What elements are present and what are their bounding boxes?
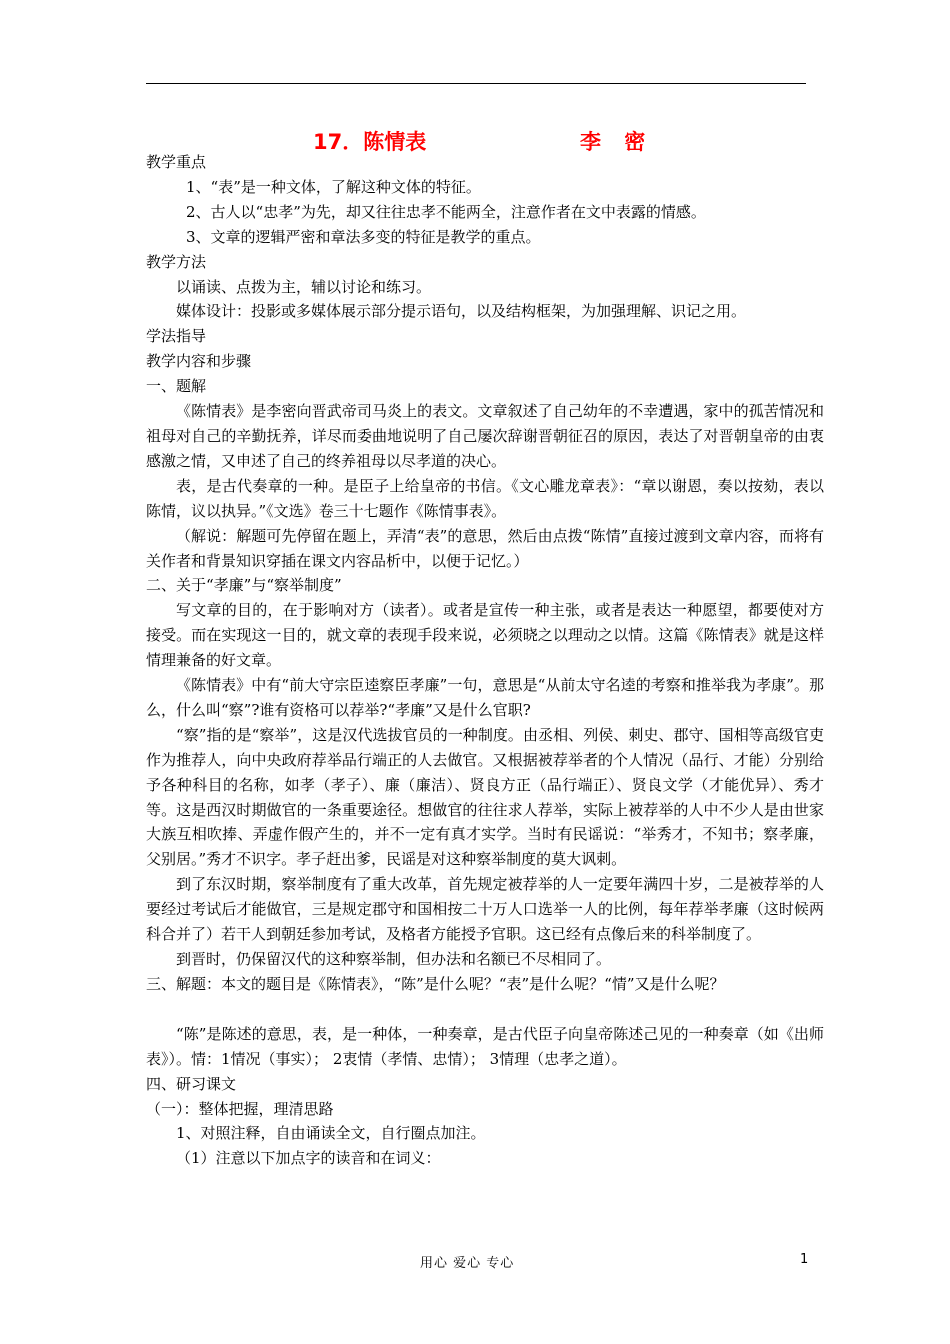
- paragraph: （1）注意以下加点字的读音和在词义：: [176, 1149, 441, 1168]
- section-heading: 教学方法: [146, 252, 207, 271]
- title-text: 17．陈情表: [313, 130, 427, 154]
- section-heading: 二、关于“孝廉”与“察举制度”: [146, 576, 342, 595]
- document-body: [146, 150, 824, 1171]
- paragraph: 写文章的目的，在于影响对方（读者）。或者是宣传一种主张，或者是表达一种愿望，都要使对方接受。而在实现这一目的，就文章的表现手段来说，必须晓之以理动之以情。这篇《陈情表》就是这样情理兼备的好文章。: [146, 601, 824, 670]
- paragraph: 3、文章的逻辑严密和章法多变的特征是教学的重点。: [186, 227, 541, 246]
- paragraph: 表，是古代奏章的一种。是臣子上给皇帝的书信。《文心雕龙章表》：“章以谢恩，奏以按劾，表以陈情，议以执异。”《文选》卷三十七题作《陈情事表》。: [146, 476, 824, 520]
- paragraph: 《陈情表》中有“前大守宗臣逵察臣孝廉”一句，意思是“从前太守名逵的考察和推举我为孝康”。那么，什么叫“察”?谁有资格可以荐举?“孝廉”又是什么官职?: [146, 676, 824, 719]
- author-name: 李 密: [580, 130, 654, 154]
- paragraph: 2、古人以“忠孝”为先，却又往往忠孝不能两全，注意作者在文中表露的情感。: [186, 202, 706, 221]
- header-rule: [146, 83, 806, 84]
- paragraph: 1、对照注释，自由诵读全文，自行圈点加注。: [176, 1124, 486, 1143]
- blank-line: [146, 997, 824, 1022]
- paragraph: （解说：解题可先停留在题上，弄清“表”的意思，然后由点拨“陈情”直接过渡到文章内容，而将有关作者和背景知识穿插在课文内容品析中，以便于记忆。）: [146, 526, 824, 570]
- paragraph: 到了东汉时期，察举制度有了重大改革，首先规定被荐举的人一定要年满四十岁，二是被荐举的人要经过考试后才能做官，三是规定郡守和国相按二十万人口选举一人的比例，每年荐举孝廉（这时候两科合并了）若干人到朝廷参加考试，及格者方能授予官职。这已经有点像后来的科举制度了。: [146, 875, 824, 944]
- paragraph: 以诵读、点拨为主，辅以讨论和练习。: [176, 277, 432, 296]
- paragraph: 1、“表”是一种文体，了解这种文体的特征。: [186, 177, 481, 196]
- paragraph: 媒体设计：投影或多媒体展示部分提示语句，以及结构框架，为加强理解、识记之用。: [176, 302, 747, 321]
- paragraph: “察”指的是“察举”，这是汉代选拔官员的一种制度。由丞相、列侯、刺史、郡守、国相等高级官吏作为推荐人，向中央政府荐举品行端正的人去做官。又根据被荐举者的个人情况（品行、才能）分别给予各种科目的名称，如孝（孝子）、廉（廉洁）、贤良方正（品行端正）、贤良文学（才能优异）、秀才等。这是西汉时期做官的一条重要途径。想做官的往往求人荐举，实际上被荐举的人中不少人是由世家大族互相吹捧、弄虚作假产生的，并不一定有真才实学。当时有民谣说：“举秀才，不知书；察孝廉，父别居。”秀才不识字。孝子赶出爹，民谣是对这种察举制度的莫大讽刺。: [146, 725, 824, 869]
- paragraph: 《陈情表》是李密向晋武帝司马炎上的表文。文章叙述了自己幼年的不幸遭遇，家中的孤苦情况和祖母对自己的辛勤抚养，详尽而委曲地说明了自己屡次辞谢晋朝征召的原因，表达了对晋朝皇帝的由衷感激之情，又申述了自己的终养祖母以尽孝道的决心。: [146, 402, 824, 470]
- section-heading: 教学重点: [146, 153, 207, 171]
- paragraph: 到晋时，仍保留汉代的这种察举制，但办法和名额已不尽相同了。: [176, 950, 612, 968]
- section-heading: （一）：整体把握，理清思路: [146, 1099, 334, 1118]
- section-heading: 教学内容和步骤: [146, 352, 252, 371]
- section-heading: 四、研习课文: [146, 1074, 237, 1093]
- footer-text: 用心 爱心 专心: [420, 1256, 515, 1271]
- section-heading: 三、解题：本文的题目是《陈情表》，“陈”是什么呢？“表”是什么呢？“情”又是什么呢？: [146, 974, 725, 993]
- section-heading: 一、题解: [146, 377, 207, 396]
- section-heading: 学法指导: [146, 327, 207, 346]
- page-number: 1: [800, 1252, 809, 1267]
- paragraph: “陈”是陈述的意思，表，是一种体，一种奏章，是古代臣子向皇帝陈述己见的一种奏章（如《出师表》）。情：1情况（事实）； 2衷情（孝情、忠情）； 3情理（忠孝之道）。: [146, 1024, 824, 1068]
